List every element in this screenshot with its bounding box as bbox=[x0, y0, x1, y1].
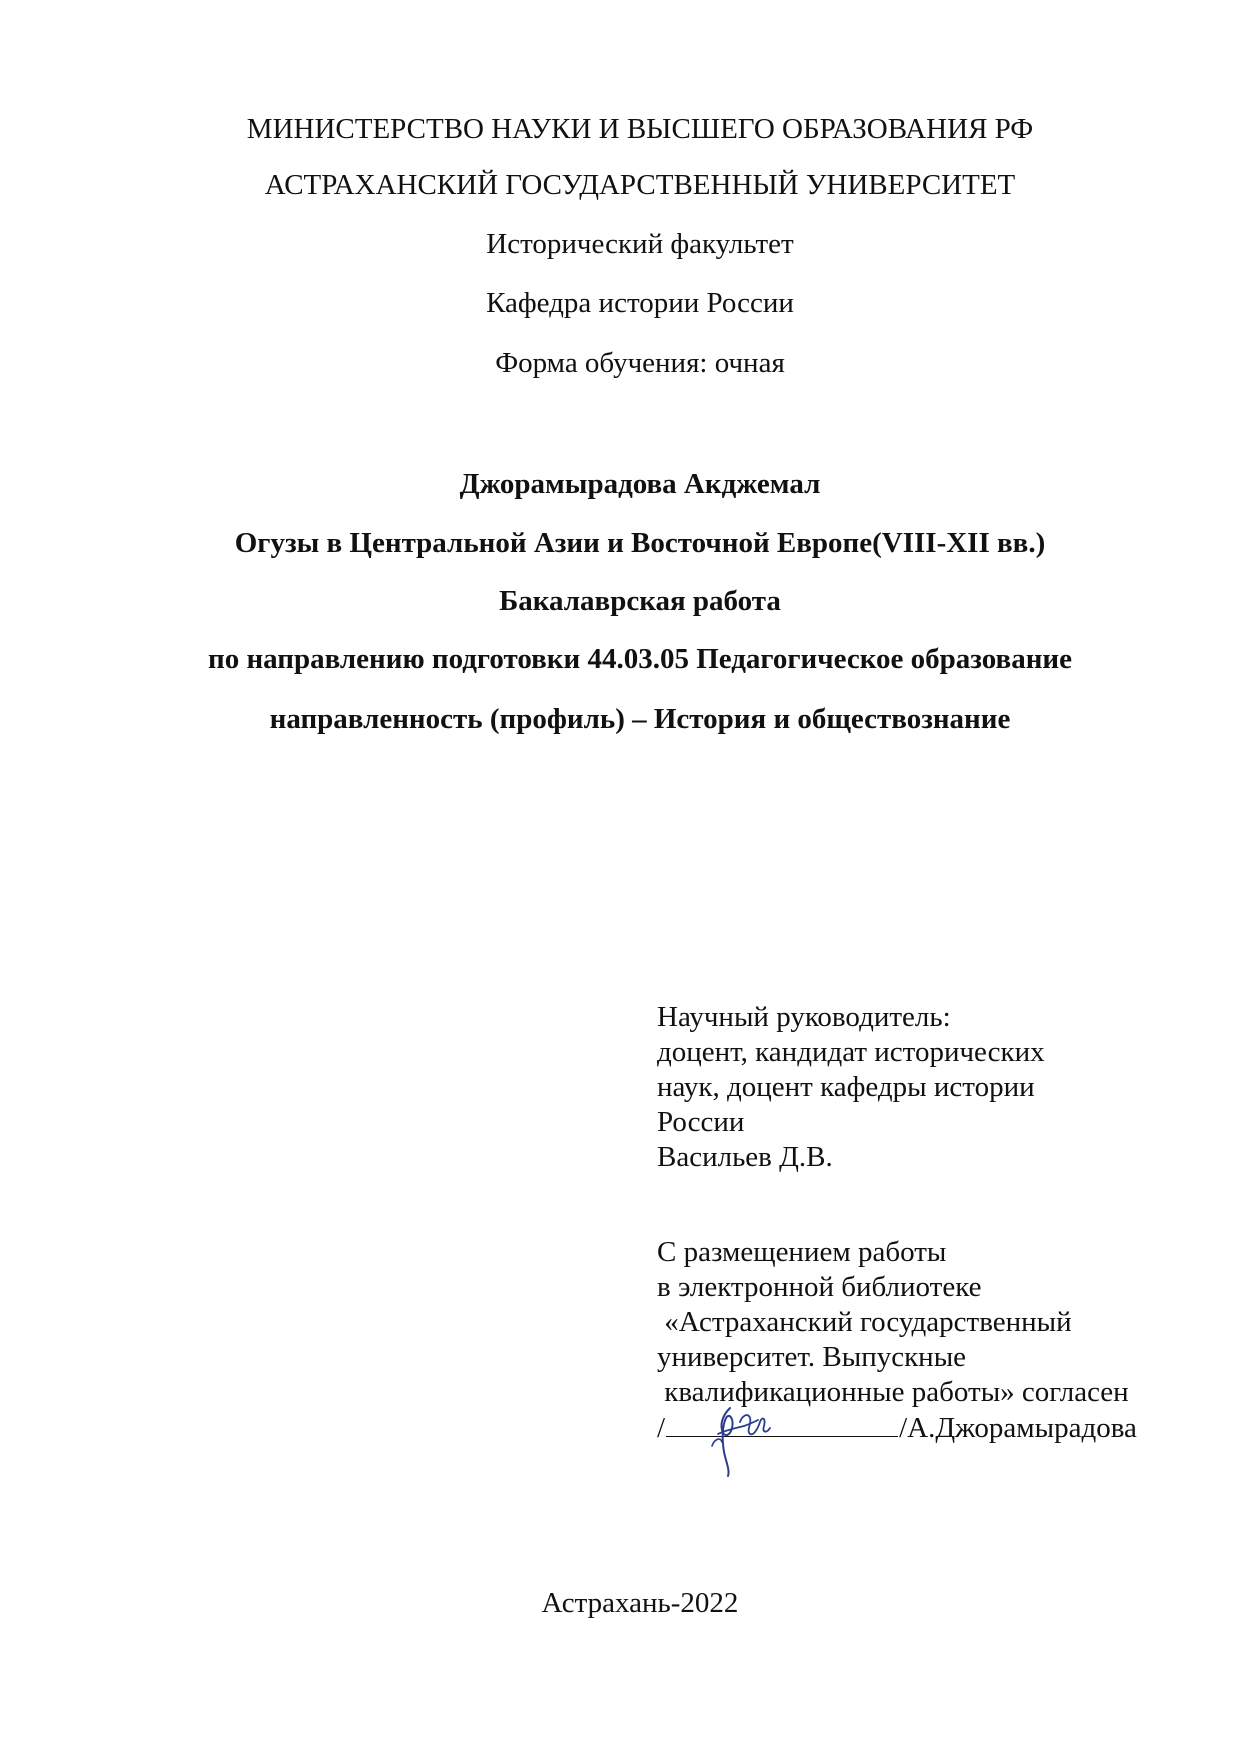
consent-line-4: университет. Выпускные bbox=[657, 1341, 967, 1373]
thesis-title: Огузы в Центральной Азии и Восточной Европе(VIII-XII вв.) bbox=[234, 527, 1046, 559]
work-type: Бакалаврская работа bbox=[499, 585, 781, 617]
consent-line-1: С размещением работы bbox=[657, 1236, 947, 1268]
supervisor-line-4: России bbox=[657, 1106, 745, 1138]
supervisor-line-1: Научный руководитель: bbox=[657, 1001, 951, 1033]
consent-line-2: в электронной библиотеке bbox=[657, 1271, 982, 1303]
study-profile: направленность (профиль) – История и обществознание bbox=[269, 703, 1011, 735]
supervisor-name: Васильев Д.В. bbox=[657, 1141, 833, 1173]
city-year: Астрахань-2022 bbox=[541, 1587, 739, 1619]
study-direction: по направлению подготовки 44.03.05 Педагогическое образование bbox=[208, 643, 1072, 675]
consent-line-5: квалификационные работы» согласен bbox=[657, 1376, 1129, 1408]
supervisor-line-2: доцент, кандидат исторических bbox=[657, 1036, 1045, 1068]
signature-name: /А.Джорамырадова bbox=[899, 1412, 1137, 1444]
consent-line-3: «Астраханский государственный bbox=[657, 1306, 1072, 1338]
handwritten-signature bbox=[700, 1400, 780, 1480]
study-form-label: Форма обучения: очная bbox=[495, 347, 785, 379]
faculty-label: Исторический факультет bbox=[486, 228, 794, 260]
department-label: Кафедра истории России bbox=[486, 287, 794, 319]
supervisor-line-3: наук, доцент кафедры истории bbox=[657, 1071, 1035, 1103]
author-name: Джорамырадова Акджемал bbox=[459, 468, 821, 500]
university-heading: АСТРАХАНСКИЙ ГОСУДАРСТВЕННЫЙ УНИВЕРСИТЕТ bbox=[264, 169, 1016, 201]
signature-prefix: / bbox=[657, 1412, 666, 1444]
ministry-heading: МИНИСТЕРСТВО НАУКИ И ВЫСШЕГО ОБРАЗОВАНИЯ РФ bbox=[246, 113, 1034, 145]
